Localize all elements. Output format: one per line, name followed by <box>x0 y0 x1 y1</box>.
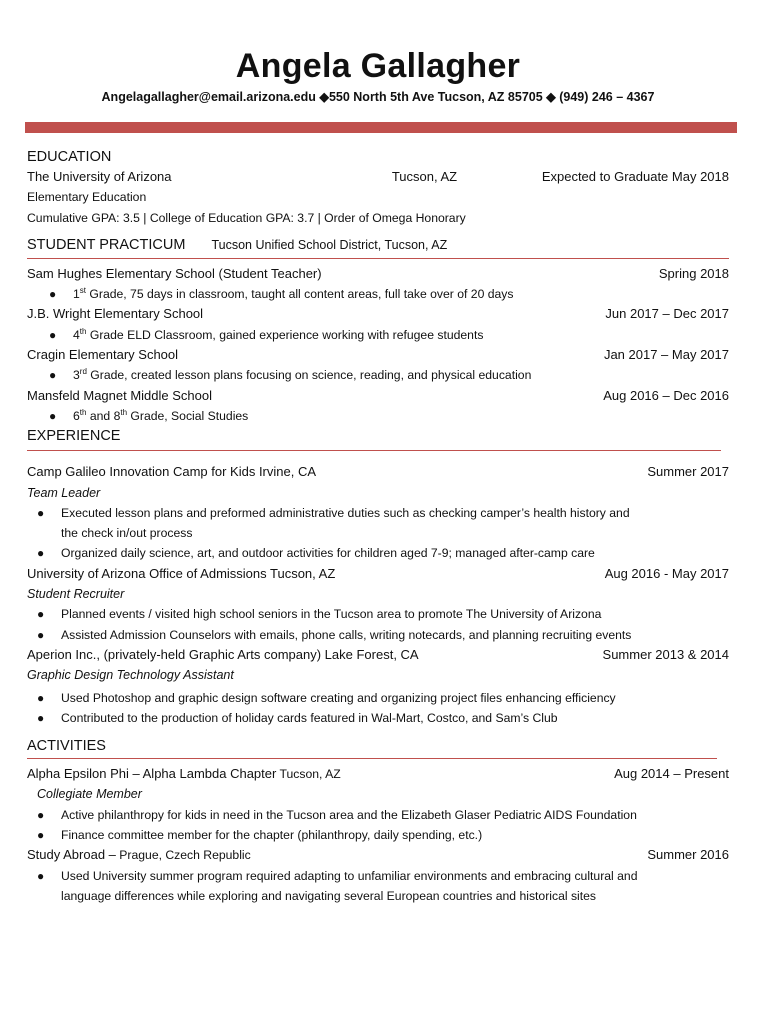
bullet-icon: ● <box>37 690 45 705</box>
bullet-text: Organized daily science, art, and outdoor activities for children aged 7-9; managed after-camp care <box>61 546 595 561</box>
school-name: The University of Arizona <box>27 169 172 184</box>
activity-location: Tucson, AZ <box>276 767 341 782</box>
bullet-text: Active philanthropy for kids in need in the Tucson area and the Elizabeth Glaser Pediatric AIDS Foundation <box>61 807 637 822</box>
practicum-school: J.B. Wright Elementary School <box>27 306 204 322</box>
list-item <box>27 805 729 825</box>
gpa-line: Cumulative GPA: 3.5 | College of Education GPA: 3.7 | Order of Omega Honorary <box>27 210 466 225</box>
major: Elementary Education <box>27 190 147 205</box>
practicum-school: Cragin Elementary School <box>27 347 179 363</box>
experience-heading <box>27 427 729 445</box>
practicum-bullets <box>27 325 729 345</box>
practicum-school: Mansfeld Magnet Middle School <box>27 387 212 403</box>
bullet-text: Assisted Admission Counselors with emails, phone calls, writing notecards, and planning recruiting events <box>61 627 632 642</box>
practicum-district: Tucson Unified School District, Tucson, AZ <box>211 237 448 252</box>
practicum-bullets <box>27 365 729 385</box>
job-date: Aug 2016 - May 2017 <box>604 565 729 581</box>
practicum-bullets <box>27 406 729 426</box>
job-entry <box>27 645 729 665</box>
job-date: Summer 2013 & 2014 <box>602 646 729 662</box>
list-item <box>27 406 729 426</box>
activity-bullets <box>27 805 729 846</box>
grade-suffix: th <box>79 326 87 336</box>
experience-title: EXPERIENCE <box>27 428 121 445</box>
bullet-icon: ● <box>49 368 57 383</box>
practicum-title: STUDENT PRACTICUM <box>27 236 186 253</box>
grade-suffix: rd <box>79 367 87 377</box>
list-item <box>27 708 729 728</box>
bullet-text: Executed lesson plans and preformed administrative duties such as checking camper’s health history and <box>61 505 630 520</box>
practicum-date: Jun 2017 – Dec 2017 <box>605 306 729 322</box>
job-org: University of Arizona Office of Admissions Tucson, AZ <box>27 565 336 581</box>
grade-suffix: th <box>120 407 128 417</box>
bullet-icon: ● <box>37 828 45 843</box>
bullet-text: Used Photoshop and graphic design software creating and organizing project files enhancing efficiency <box>61 690 616 705</box>
activity-bullets <box>27 866 729 907</box>
education-title: EDUCATION <box>27 149 112 165</box>
contact-line: Angelagallagher@email.arizona.edu ◆550 North 5th Ave Tucson, AZ 85705 ◆ (949) 246 – 4367 <box>101 90 655 104</box>
job-bullets <box>27 503 729 564</box>
list-item <box>27 325 729 345</box>
grade-suffix: st <box>79 286 87 296</box>
list-item <box>27 688 729 708</box>
activity-org: Alpha Epsilon Phi – Alpha Lambda Chapter <box>27 766 277 782</box>
job-entry <box>27 564 729 584</box>
practicum-entry <box>27 304 729 324</box>
bullet-icon: ● <box>37 607 45 622</box>
education-heading <box>27 148 729 166</box>
bullet-icon: ● <box>49 327 57 342</box>
header-bar <box>25 122 737 133</box>
bullet-text: Grade, Social Studies <box>127 408 249 423</box>
job-org: Aperion Inc., (privately-held Graphic Arts company) Lake Forest, CA <box>27 646 419 662</box>
practicum-school: Sam Hughes Elementary School (Student Teacher) <box>27 265 322 281</box>
bullet-text: Planned events / visited high school seniors in the Tucson area to promote The University of Arizona <box>61 607 602 622</box>
bullet-text: Used University summer program required adapting to unfamiliar environments and embracing cultural and <box>61 868 638 883</box>
bullet-icon: ● <box>37 546 45 561</box>
school-location: Tucson, AZ <box>391 169 458 184</box>
bullet-text: Finance committee member for the chapter (philanthropy, daily spending, etc.) <box>61 828 483 843</box>
bullet-text: Contributed to the production of holiday cards featured in Wal-Mart, Costco, and Sam’s Club <box>61 710 558 725</box>
job-bullets <box>27 688 729 729</box>
job-role: Graphic Design Technology Assistant <box>27 668 234 683</box>
bullet-icon: ● <box>37 807 45 822</box>
list-item <box>27 604 729 624</box>
bullet-text: language differences while exploring and navigating several European countries and historical sites <box>61 888 597 903</box>
job-role: Team Leader <box>27 485 101 500</box>
job-org: Camp Galileo Innovation Camp for Kids Irvine, CA <box>27 464 317 480</box>
job-role: Student Recruiter <box>27 587 125 602</box>
practicum-rule <box>27 258 729 259</box>
practicum-date: Jan 2017 – May 2017 <box>603 347 729 363</box>
experience-rule <box>27 450 721 451</box>
bullet-text: Grade, 75 days in classroom, taught all content areas, full take over of 20 days <box>86 287 514 302</box>
grade-number: 6 <box>73 408 80 423</box>
activity-location: Prague, Czech Republic <box>115 848 251 863</box>
practicum-heading <box>27 236 729 254</box>
practicum-entry <box>27 345 729 365</box>
activity-role: Collegiate Member <box>37 787 142 802</box>
bullet-icon: ● <box>49 408 57 423</box>
bullet-icon: ● <box>37 868 45 883</box>
practicum-date: Aug 2016 – Dec 2016 <box>603 387 729 403</box>
graduation-date: Expected to Graduate May 2018 <box>541 169 729 184</box>
bullet-icon: ● <box>37 627 45 642</box>
activity-date: Summer 2016 <box>647 847 729 863</box>
grade-number: 8 <box>113 408 121 423</box>
education-row <box>27 167 729 187</box>
list-item <box>27 503 729 544</box>
list-item <box>27 543 729 563</box>
grade-number: 1 <box>73 287 80 302</box>
bullet-text: Grade, created lesson plans focusing on science, reading, and physical education <box>86 368 532 383</box>
candidate-name: Angela Gallagher <box>235 47 521 85</box>
list-item <box>27 625 729 645</box>
activity-org: Study Abroad – <box>27 847 116 863</box>
grade-suffix: th <box>79 407 87 417</box>
activity-entry <box>27 764 729 784</box>
practicum-bullets <box>27 284 729 304</box>
list-item <box>27 365 729 385</box>
activities-heading <box>27 737 729 755</box>
practicum-entry <box>27 264 729 284</box>
job-date: Summer 2017 <box>647 464 729 480</box>
bullet-text: Grade ELD Classroom, gained experience working with refugee students <box>86 327 484 342</box>
grade-number: 4 <box>73 327 80 342</box>
activity-date: Aug 2014 – Present <box>614 766 729 782</box>
list-item <box>27 866 729 907</box>
bullet-icon: ● <box>49 287 57 302</box>
job-bullets <box>27 604 729 645</box>
practicum-date: Spring 2018 <box>658 265 729 281</box>
bullet-icon: ● <box>37 505 45 520</box>
activity-entry <box>27 845 729 865</box>
practicum-entry <box>27 386 729 406</box>
bullet-text: the check in/out process <box>61 526 193 541</box>
list-item <box>27 284 729 304</box>
bullet-text: and <box>86 408 114 423</box>
list-item <box>27 825 729 845</box>
resume-page <box>27 0 729 906</box>
activities-title: ACTIVITIES <box>27 738 106 755</box>
bullet-icon: ● <box>37 710 45 725</box>
activities-rule <box>27 758 717 759</box>
grade-number: 3 <box>73 368 80 383</box>
job-entry <box>27 462 729 482</box>
